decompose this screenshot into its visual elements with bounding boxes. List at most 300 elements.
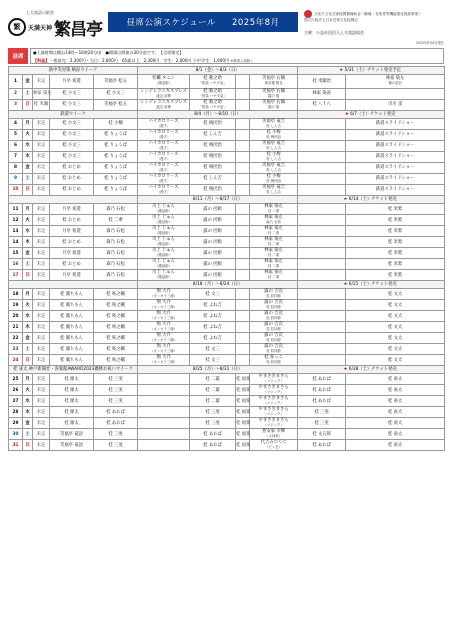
headliner: 桂 雀太	[346, 374, 445, 385]
headliner: 桂 雀太	[346, 418, 445, 429]
weekday: 火	[23, 129, 33, 140]
performer-late	[298, 344, 346, 355]
opening-act: 未定	[33, 237, 50, 248]
opening-act: 未定	[33, 322, 50, 333]
guest-cell: 露の 吉次 桂 紋四郎	[250, 311, 298, 322]
headliner: 桂 米紫	[346, 270, 445, 281]
guest-cell	[138, 385, 190, 396]
opening-act: 未定	[33, 129, 50, 140]
guest-cell: 笑福亭 竜吉 桂 しん吉	[250, 140, 298, 151]
performer-late: 桂 あおば	[298, 374, 346, 385]
intermission	[236, 151, 250, 162]
guest-cell	[138, 396, 190, 407]
performer-2: 桂 三度	[94, 429, 138, 440]
performer-1: 笑福亭 竜語	[50, 440, 94, 451]
day-number: 2	[9, 88, 23, 99]
table-row	[9, 259, 445, 270]
opening-act: 未定	[33, 429, 50, 440]
performer-2: 桂 二乗	[94, 215, 138, 226]
opening-act: 未定	[33, 300, 50, 311]
headliner: 鉄道スライドショー	[346, 173, 445, 184]
performer-mid: 桂 よね吉	[190, 333, 236, 344]
performer-late	[298, 162, 346, 173]
performer-1: 桂 おとめ	[50, 215, 94, 226]
table-row	[9, 385, 445, 396]
guest-cell: 露の 吉次 桂 紋四郎	[250, 322, 298, 333]
intermission	[236, 237, 250, 248]
intermission	[236, 162, 250, 173]
intermission	[236, 333, 250, 344]
performer-2: 桂 りょうば	[94, 129, 138, 140]
performer-late: 桂 あおば	[298, 396, 346, 407]
table-row	[9, 289, 445, 300]
performer-late	[298, 322, 346, 333]
headliner: 桂 米紫	[346, 226, 445, 237]
performer-mid: 桂 あおば	[190, 440, 236, 451]
day-number: 14	[9, 237, 23, 248]
header	[8, 6, 444, 46]
performer-1: 桂 小文三	[50, 140, 94, 151]
performer-mid: 桂 あおば	[190, 429, 236, 440]
guest-cell: ハイカロリーズ （漫才）	[138, 151, 190, 162]
headliner: 桂 雀太	[346, 429, 445, 440]
guest-cell: 牡蠣 タニシ （腹話術）	[138, 75, 190, 89]
performer-2: 桂 咲之輔	[94, 322, 138, 333]
performer-1: 桂 鳳ちもん	[50, 289, 94, 300]
weekday: 木	[23, 237, 33, 248]
guest-cell: 川上 じゅん （腹話術）	[138, 270, 190, 281]
performer-1: 桂 おとめ	[50, 184, 94, 195]
opening-act: 未定	[33, 75, 50, 89]
performer-mid: 桂 よね吉	[190, 311, 236, 322]
weekday: 金	[23, 248, 33, 259]
guest-cell: 代吉みつくに （ピン芸）	[250, 440, 298, 451]
table-row	[9, 407, 445, 418]
day-number: 28	[9, 407, 23, 418]
day-number: 27	[9, 396, 23, 407]
headliner: 桂 米紫	[346, 215, 445, 226]
performer-2: 桂 りょうば	[94, 140, 138, 151]
performer-1: 桂 おとめ	[50, 259, 94, 270]
intermission	[236, 99, 250, 110]
intermission	[236, 226, 250, 237]
guest-cell: 林家 染左 桂 二乗	[250, 270, 298, 281]
intermission	[236, 215, 250, 226]
ticket-date: 5/31（土）チケット発売予定	[344, 68, 401, 74]
performer-1: 月亭 希遊	[50, 270, 94, 281]
guest-cell: 笑福亭 竜吉 桂 しん吉	[250, 162, 298, 173]
day-number: 18	[9, 289, 23, 300]
performer-late	[298, 355, 346, 366]
opening-act: 未定	[33, 289, 50, 300]
performer-2: 桂 りょうば	[94, 162, 138, 173]
performer-mid: 露の 団姫	[190, 226, 236, 237]
performer-mid: 桂 梅団治	[190, 151, 236, 162]
week-banner-ticket	[298, 67, 445, 75]
table-row	[9, 440, 445, 451]
guest-cell: 川上 じゅん （腹話術）	[138, 226, 190, 237]
logo-sub: 天満天神	[28, 24, 53, 32]
weekday: 火	[23, 385, 33, 396]
guest-cell: やまさきまさら （マジック）	[250, 374, 298, 385]
organizer: 主催：公益社団法人上方落語協会	[304, 30, 364, 35]
performer-mid: 桂 文三	[190, 289, 236, 300]
performer-2: 桂 咲之輔	[94, 355, 138, 366]
headliner: 林家 染左 揚の話芸	[346, 75, 445, 89]
headliner: 桂 文太	[346, 289, 445, 300]
intermission: 桂 福楽	[236, 396, 250, 407]
performer-1: 桂 おとめ	[50, 237, 94, 248]
weekday: 水	[23, 311, 33, 322]
weekday: 木	[23, 322, 33, 333]
week-banner-title	[9, 195, 138, 203]
day-number: 4	[9, 118, 23, 129]
performer-late	[298, 118, 346, 129]
performer-2: 桂 咲之輔	[94, 344, 138, 355]
star-icon: ★	[343, 367, 348, 373]
day-number: 11	[9, 204, 23, 215]
table-row	[9, 311, 445, 322]
headliner: 桂 米紫	[346, 204, 445, 215]
weekday: 日	[23, 440, 33, 451]
day-number: 16	[9, 259, 23, 270]
performer-1: 桂 源太	[50, 418, 94, 429]
opening-act: 桂 米團	[33, 99, 50, 110]
performer-late: 桂 文五郎	[298, 429, 346, 440]
guest-cell: やまさきまさら （マジック）	[250, 407, 298, 418]
star-icon: ★	[343, 196, 348, 202]
guest-cell: 林家 染左 桂 二乗	[250, 237, 298, 248]
opening-act: 未定	[33, 204, 50, 215]
performer-2: 桂 りょうば	[94, 151, 138, 162]
intermission	[236, 75, 250, 89]
headliner: 桂 雀太	[346, 396, 445, 407]
guest-cell: 翔 大介 （カンカラ三線）	[138, 333, 190, 344]
performer-2: 桂 三度	[94, 440, 138, 451]
title-main: 昼席公演スケジュール	[126, 18, 216, 28]
performer-1: 桂 鳳ちもん	[50, 300, 94, 311]
performer-1: 桂 小文三	[50, 118, 94, 129]
weekday: 土	[23, 88, 33, 99]
day-number: 24	[9, 355, 23, 366]
table-row	[9, 355, 445, 366]
weekday: 木	[23, 407, 33, 418]
week-banner-dates: 8/18（月）〜8/24（日）	[138, 281, 298, 289]
intermission	[236, 184, 250, 195]
headliner: 桂 文太	[346, 311, 445, 322]
opening-act: 未定	[33, 418, 50, 429]
performer-late	[298, 184, 346, 195]
opening-act: 未定	[33, 259, 50, 270]
performer-2: 森乃 石松	[94, 259, 138, 270]
weekday: 月	[23, 118, 33, 129]
guest-cell: 川上 じゅん （腹話術）	[138, 204, 190, 215]
opening-act: 未定	[33, 407, 50, 418]
table-row	[9, 88, 445, 99]
sponsor-text: 文化庁文化芸術振興費補助金（劇場・音楽堂等機能強化推進事業）	[314, 12, 422, 16]
week-banner	[9, 281, 445, 289]
opening-act: 未定	[33, 385, 50, 396]
guest-cell: 桂 小梅 桂 しん吉	[250, 151, 298, 162]
table-row	[9, 248, 445, 259]
day-number: 26	[9, 385, 23, 396]
performer-late	[298, 237, 346, 248]
opening-act: 未定	[33, 226, 50, 237]
intermission: 桂 福楽	[236, 418, 250, 429]
performer-late	[298, 151, 346, 162]
performer-2: 桂 咲之輔	[94, 289, 138, 300]
performer-1: 桂 鳳ちもん	[50, 333, 94, 344]
performer-mid: 露の 団姫	[190, 259, 236, 270]
headliner: 鉄道スライドショー	[346, 162, 445, 173]
performer-late: 桂 あおば	[298, 440, 346, 451]
day-number: 12	[9, 215, 23, 226]
guest-cell: 翔 大介 （カンカラ三線）	[138, 344, 190, 355]
weekday: 土	[23, 173, 33, 184]
performer-1: 月亭 希遊	[50, 204, 94, 215]
performer-2: 桂 三実	[94, 374, 138, 385]
guest-cell: 桂 小梅 桂 梅団治	[250, 173, 298, 184]
guest-cell: 笑福亭 右鶴 露の 瑞	[250, 88, 298, 99]
performer-1: 月亭 希遊	[50, 248, 94, 259]
headliner: 桂 文太	[346, 322, 445, 333]
sponsor-block	[304, 10, 444, 23]
weekday: 金	[23, 333, 33, 344]
performer-2: 森乃 石松	[94, 204, 138, 215]
sponsor-text-2: 独立行政法人日本芸術文化振興会	[304, 18, 358, 22]
intermission	[236, 355, 250, 366]
guest-cell: ハイカロリーズ （漫才）	[138, 118, 190, 129]
title-month: 2025年8月	[231, 18, 280, 28]
guest-cell: 林家 染左 桂 二乗	[250, 226, 298, 237]
guest-cell: 川上 じゅん （腹話術）	[138, 259, 190, 270]
weekday: 日	[23, 184, 33, 195]
weekday: 金	[23, 162, 33, 173]
guest-cell: 笑福亭 右鶴 露の 瑞	[250, 99, 298, 110]
performer-mid: 桂 歌之助 「怪談 ハヤダ話」	[190, 99, 236, 110]
performer-1: 桂 鳳ちもん	[50, 355, 94, 366]
intermission	[236, 88, 250, 99]
day-number: 7	[9, 151, 23, 162]
star-icon: ★	[343, 282, 348, 288]
performer-late	[298, 259, 346, 270]
table-row	[9, 270, 445, 281]
guest-cell: 林家 染左 森乃 石松	[250, 215, 298, 226]
performer-mid: 桂 しん吉	[190, 129, 236, 140]
headliner: 桂 文太	[346, 355, 445, 366]
headliner: 桂 雀太	[346, 407, 445, 418]
day-number: 22	[9, 333, 23, 344]
day-number: 6	[9, 140, 23, 151]
performer-late: 桂 米團治	[298, 75, 346, 89]
guest-cell: 桂 弥っこ 桂 紋四郎	[250, 355, 298, 366]
guest-cell: 笑福亭 竜吉 桂 しん吉	[250, 184, 298, 195]
opening-act: 未定	[33, 355, 50, 366]
info-block	[8, 48, 444, 64]
intermission: 桂 福楽	[236, 440, 250, 451]
performer-mid: 露の 団姫	[190, 215, 236, 226]
info-line-1: ●上演時間は概ね14時〜16時20分頃 ●開場は開演の30分前です。 【全席指定】	[33, 50, 184, 55]
week-banner	[9, 195, 445, 203]
table-row	[9, 215, 445, 226]
week-banner-ticket	[298, 110, 445, 118]
headliner: 桂 文太	[346, 333, 445, 344]
day-number: 10	[9, 184, 23, 195]
performer-mid: 桂 文三	[190, 355, 236, 366]
headliner: 鉄道スライドショー	[346, 129, 445, 140]
table-row	[9, 429, 445, 440]
weekday: 日	[23, 355, 33, 366]
performer-1: 桂 鳳ちもん	[50, 322, 94, 333]
performer-1: 桂 小文三	[50, 151, 94, 162]
performer-late: 桂 あおば	[298, 385, 346, 396]
table-row	[9, 99, 445, 110]
performer-2: 森乃 石松	[94, 226, 138, 237]
guest-cell	[138, 429, 190, 440]
performer-mid: 桂 文三	[190, 344, 236, 355]
week-banner-dates: 8/1（金）〜8/3（日）	[138, 67, 298, 75]
week-banner	[9, 67, 445, 75]
performer-late	[298, 204, 346, 215]
table-row	[9, 75, 445, 89]
weekday: 土	[23, 344, 33, 355]
guest-cell: やまさきまさら （マジック）	[250, 418, 298, 429]
performer-late: 桂 八十八	[298, 99, 346, 110]
performer-2: 森乃 石松	[94, 237, 138, 248]
weekday: 土	[23, 259, 33, 270]
performer-2: 笑福亭 松五	[94, 99, 138, 110]
day-number: 31	[9, 440, 23, 451]
opening-act: 未定	[33, 248, 50, 259]
weekday: 土	[23, 429, 33, 440]
performer-mid: 露の 団姫	[190, 248, 236, 259]
performer-late	[298, 289, 346, 300]
performer-2: 桂 三実	[94, 385, 138, 396]
performer-late	[298, 215, 346, 226]
intermission: 桂 福楽	[236, 407, 250, 418]
table-row	[9, 333, 445, 344]
guest-cell: 川上 じゅん （腹話術）	[138, 237, 190, 248]
performer-mid: 桂 よね吉	[190, 300, 236, 311]
performer-late	[298, 333, 346, 344]
week-banner-ticket	[298, 281, 445, 289]
opening-act: 未定	[33, 118, 50, 129]
week-banner-title: 熱中笑対策 納涼ウイーク	[9, 67, 138, 75]
guest-cell: ハイカロリーズ （漫才）	[138, 129, 190, 140]
week-banner-dates: 8/4（月）〜8/10（日）	[138, 110, 298, 118]
headliner: 桂 米紫	[346, 259, 445, 270]
weekday: 水	[23, 226, 33, 237]
performer-1: 桂 鳳ちもん	[50, 311, 94, 322]
headliner: 桂 雀太	[346, 440, 445, 451]
day-number: 3	[9, 99, 23, 110]
sponsor-mark-icon	[304, 10, 312, 18]
guest-cell: 翔 大介 （カンカラ三線）	[138, 355, 190, 366]
performer-2: 桂 三実	[94, 396, 138, 407]
performer-mid: 桂 三度	[190, 418, 236, 429]
day-number: 13	[9, 226, 23, 237]
weekday: 月	[23, 204, 33, 215]
performer-mid: 露の 団姫	[190, 270, 236, 281]
intermission	[236, 173, 250, 184]
star-icon: ★	[344, 111, 349, 117]
week-banner-title: 鉄道ウイーク	[9, 110, 138, 118]
opening-act: 未定	[33, 151, 50, 162]
performer-late	[298, 248, 346, 259]
weekday: 火	[23, 300, 33, 311]
week-banner-title: 桂 雀太 神戸新聞社・喜楽館AWARD2023優勝お祝いウイーク	[9, 366, 138, 374]
day-number: 9	[9, 173, 23, 184]
intermission	[236, 270, 250, 281]
guest-cell: やまさきまさら （マジック）	[250, 385, 298, 396]
performer-mid: 桂 しん吉	[190, 173, 236, 184]
table-row	[9, 374, 445, 385]
performer-2: 笑福亭 松五	[94, 75, 138, 89]
performer-1: 桂 源太	[50, 374, 94, 385]
performer-1: 月亭 希遊	[50, 226, 94, 237]
weekday: 月	[23, 374, 33, 385]
performer-2: 桂 あおば	[94, 418, 138, 429]
performer-1: 桂 鳳ちもん	[50, 344, 94, 355]
logo-kanji: 繁昌亭	[54, 19, 103, 40]
guest-cell: 桂 小梅 桂 梅団治	[250, 129, 298, 140]
intermission	[236, 344, 250, 355]
guest-cell: 豊安家 幸輝 （太神楽）	[250, 429, 298, 440]
opening-act: 未定	[33, 440, 50, 451]
ticket-date: 6/21（土）チケット発売	[348, 282, 397, 288]
performer-2: 桂 咲之輔	[94, 333, 138, 344]
performer-late	[298, 226, 346, 237]
performer-mid: 桂 二葉	[190, 396, 236, 407]
ticket-date: 6/7（土）チケット発売	[350, 111, 396, 117]
datestamp: 2025年6月6日現在	[415, 41, 444, 45]
info-label: 昼席	[8, 48, 28, 64]
guest-cell: 翔 大介 （カンカラ三線）	[138, 289, 190, 300]
performer-2: 桂 あおば	[94, 407, 138, 418]
performer-mid: 桂 梅団治	[190, 184, 236, 195]
performer-late	[298, 173, 346, 184]
page-title	[108, 12, 298, 32]
performer-2: 桂 咲之輔	[94, 300, 138, 311]
price-text: 一般前売：2,300円・当日：2,800円 65歳以上：2,300円 学生：2,000円 小中学生：1,600円	[49, 58, 230, 63]
day-number: 23	[9, 344, 23, 355]
intermission	[236, 289, 250, 300]
headliner: 桂 米紫	[346, 248, 445, 259]
weekday: 水	[23, 396, 33, 407]
week-banner	[9, 366, 445, 374]
guest-cell: シンデレラエキスプレス 渡辺 裕薫	[138, 99, 190, 110]
headliner: 桂 文太	[346, 300, 445, 311]
headliner: 鉄道スライドショー	[346, 140, 445, 151]
opening-act: 未定	[33, 344, 50, 355]
opening-act: 未定	[33, 396, 50, 407]
guest-cell: 林家 染左 桂 二乗	[250, 259, 298, 270]
day-number: 30	[9, 429, 23, 440]
intermission: 桂 福楽	[236, 374, 250, 385]
day-number: 21	[9, 322, 23, 333]
price-line	[33, 57, 443, 65]
headliner: 鉄道スライドショー	[346, 151, 445, 162]
logo-tagline: 上方落語の殿堂	[26, 10, 54, 15]
headliner: 鉄道スライドショー	[346, 184, 445, 195]
intermission	[236, 118, 250, 129]
guest-cell: 翔 大介 （カンカラ三線）	[138, 322, 190, 333]
guest-cell	[138, 440, 190, 451]
table-row	[9, 322, 445, 333]
performer-1: 桂 源太	[50, 407, 94, 418]
intermission	[236, 204, 250, 215]
table-row	[9, 396, 445, 407]
